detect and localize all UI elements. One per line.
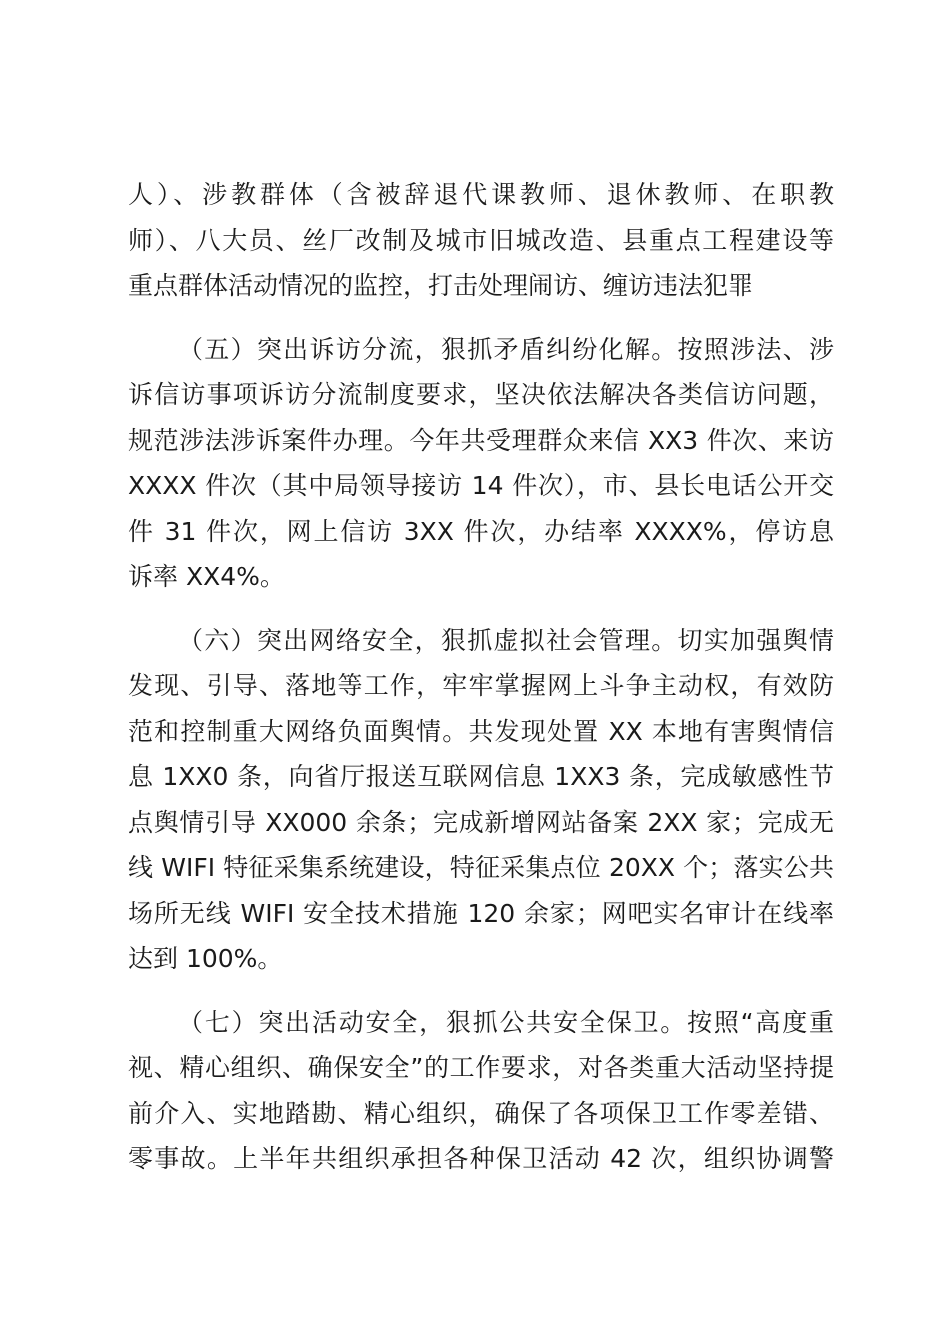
text-line: XXXX 件次（其中局领导接访 14 件次），市、县长电话公开交 [128,471,834,500]
paragraph-gap [128,600,834,618]
text-line: 人）、涉教群体（含被辞退代课教师、退休教师、在职教 [128,180,834,209]
text-line: 重点群体活动情况的监控，打击处理闹访、缠访违法犯罪 [128,271,754,300]
text-line: （七）突出活动安全，狠抓公共安全保卫。按照“高度重 [178,1007,834,1037]
paragraph-section-5 [128,327,834,600]
text-line: 范和控制重大网络负面舆情。共发现处置 XX 本地有害舆情信 [128,716,834,746]
text-line: 息 1XX0 条，向省厅报送互联网信息 1XX3 条，完成敏感性节 [128,762,834,791]
text-line: 达到 100%。 [128,944,283,973]
text-line: 点舆情引导 XX000 余条；完成新增网站备案 2XX 家；完成无 [128,807,834,837]
paragraph-section-7 [128,1000,834,1182]
text-line: 诉信访事项诉访分流制度要求，坚决依法解决各类信访问题， [128,380,834,409]
text-line: 师）、八大员、丝厂改制及城市旧城改造、县重点工程建设等 [128,225,834,255]
paragraph-gap [128,309,834,327]
text-line: 诉率 XX4%。 [128,562,285,591]
document-page [128,172,834,1182]
text-line: 规范涉法涉诉案件办理。今年共受理群众来信 XX3 件次、来访 [128,425,834,455]
text-line: （五）突出诉访分流，狠抓矛盾纠纷化解。按照涉法、涉 [178,334,834,364]
text-line: 发现、引导、落地等工作，牢牢掌握网上斗争主动权，有效防 [128,671,834,700]
paragraph-continuation [128,172,834,309]
text-line: 视、精心组织、确保安全”的工作要求，对各类重大活动坚持提 [128,1053,834,1082]
paragraph-gap [128,982,834,1000]
paragraph-section-6 [128,618,834,982]
text-line: 线 WIFI 特征采集系统建设，特征采集点位 20XX 个；落实公共 [128,853,834,882]
text-line: 场所无线 WIFI 安全技术措施 120 余家；网吧实名审计在线率 [128,898,834,928]
text-line: 前介入、实地踏勘、精心组织，确保了各项保卫工作零差错、 [128,1098,834,1128]
text-line: （六）突出网络安全，狠抓虚拟社会管理。切实加强舆情 [178,625,834,655]
text-line: 件 31 件次，网上信访 3XX 件次，办结率 XXXX%，停访息 [128,516,834,546]
text-line: 零事故。上半年共组织承担各种保卫活动 42 次，组织协调警 [128,1144,834,1173]
